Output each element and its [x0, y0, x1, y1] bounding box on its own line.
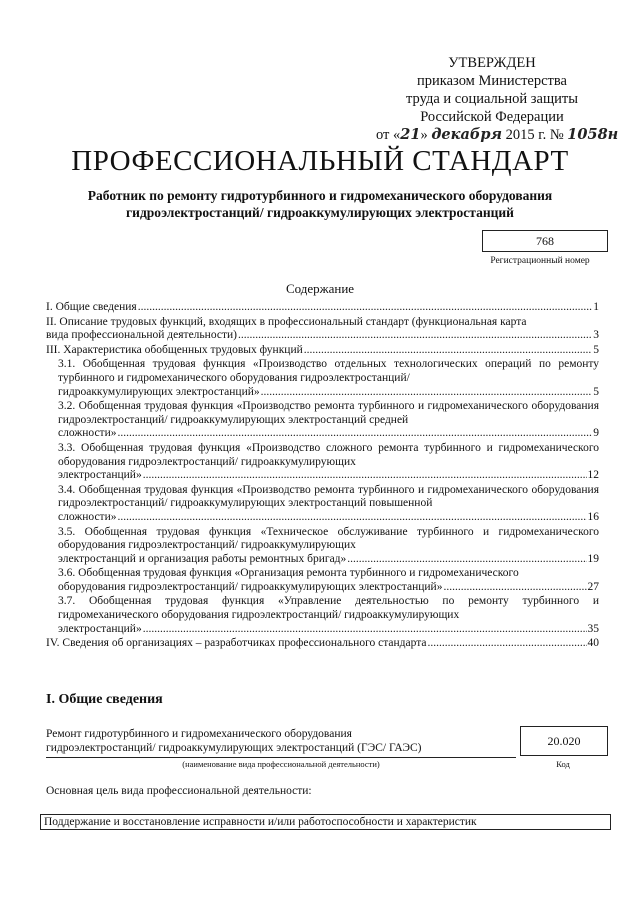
toc-leader-dots	[261, 386, 593, 400]
toc-entry-text: II. Описание трудовых функций, входящих в профессиональный стандарт (функциональная карта	[46, 315, 527, 328]
toc-page-number: 27	[587, 580, 599, 593]
toc-page-number: 5	[593, 343, 599, 356]
approval-line: труда и социальной защиты	[406, 91, 578, 107]
toc-entry-text: III. Характеристика обобщенных трудовых функций	[46, 343, 303, 356]
toc-entry[interactable]	[46, 442, 599, 483]
section-heading: I. Общие сведения	[46, 692, 163, 707]
toc-leader-dots	[138, 301, 593, 315]
goal-box: Поддержание и восстановление исправности и/или работоспособности и характеристик	[40, 814, 611, 830]
toc-entry[interactable]	[46, 301, 599, 315]
toc-page-number: 40	[587, 637, 599, 650]
subtitle-line: Работник по ремонту гидротурбинного и гидромеханического оборудования	[87, 188, 553, 203]
toc-entry[interactable]	[46, 484, 599, 525]
registration-number-box: 768	[482, 230, 608, 252]
activity-underline	[46, 757, 516, 758]
toc-entry[interactable]	[46, 637, 599, 651]
toc-entry-text: гидроаккумулирующих электростанций»	[58, 385, 260, 398]
activity-name-line: Ремонт гидротурбинного и гидромеханического оборудования	[46, 728, 352, 740]
order-number: 1058н	[567, 126, 619, 143]
toc-entry[interactable]	[46, 595, 599, 636]
approval-date-line	[372, 126, 619, 144]
toc-entry-text: электростанций»	[58, 622, 142, 635]
toc-entry-text: сложности»	[58, 510, 117, 523]
date-sep: »	[420, 127, 428, 143]
toc-entry-text: электростанций и организация работы ремонтных бригад»	[58, 552, 347, 565]
standard-subtitle	[40, 187, 600, 221]
registration-number-label: Регистрационный номер	[490, 256, 590, 266]
subtitle-line: гидроэлектростанций/ гидроаккумулирующих электростанций	[126, 205, 514, 220]
toc-leader-dots	[117, 511, 586, 525]
toc-leader-dots	[117, 427, 592, 441]
date-day: 21	[400, 126, 421, 143]
toc-entry-text: 3.5. Обобщенная трудовая функция «Техническое обслуживание турбинного и гидромеханического оборудования гидроэлектростанций/ гидроаккумулирующих	[58, 525, 599, 552]
toc-leader-dots	[143, 623, 587, 637]
toc-entry-text: IV. Сведения об организациях – разработчиках профессионального стандарта	[46, 637, 427, 650]
toc-entry[interactable]	[46, 316, 599, 343]
toc-entry-text: I. Общие сведения	[46, 301, 137, 313]
toc-entry[interactable]	[46, 344, 599, 358]
goal-label: Основная цель вида профессиональной деятельности:	[46, 785, 312, 797]
approval-block	[372, 54, 619, 144]
toc-page-number: 19	[587, 552, 599, 565]
date-year: 2015 г. №	[505, 127, 564, 143]
activity-caption: (наименование вида профессиональной деятельности)	[182, 759, 380, 769]
toc-entry-text: вида профессиональной деятельности)	[46, 329, 237, 342]
toc-entry-text: 3.6. Обобщенная трудовая функция «Организация ремонта турбинного и гидромеханического	[58, 567, 519, 580]
toc-entry-text: электростанций»	[58, 469, 142, 482]
date-prefix: от «	[376, 127, 401, 143]
toc-entry-text: 3.1. Обобщенная трудовая функция «Производство отдельных технологических операций по ремонту турбинного и гидромеханического оборудования гидроэлектростанций/	[58, 358, 599, 384]
toc-page-number: 35	[587, 622, 599, 635]
toc-leader-dots	[304, 344, 592, 358]
activity-name	[46, 727, 486, 755]
toc-page-number: 12	[587, 469, 599, 482]
table-of-contents	[46, 301, 599, 652]
approval-line: приказом Министерства	[417, 73, 567, 89]
toc-entry[interactable]	[46, 526, 599, 567]
activity-code-caption: Код	[556, 759, 570, 769]
toc-page-number: 16	[587, 510, 599, 523]
toc-page-number: 9	[593, 427, 599, 440]
toc-leader-dots	[347, 553, 586, 567]
toc-entry-text: сложности»	[58, 427, 117, 440]
toc-entry-text: 3.3. Обобщенная трудовая функция «Производство сложного ремонта турбинного и гидромеханического оборудования гидроэлектростанций/ гидроаккумулирующих	[58, 441, 599, 468]
toc-heading: Содержание	[285, 281, 355, 296]
date-month: декабря	[431, 126, 503, 143]
toc-entry[interactable]	[46, 567, 599, 594]
toc-page-number: 3	[593, 329, 599, 342]
approval-line: Российской Федерации	[420, 109, 564, 125]
activity-name-line: гидроэлектростанций/ гидроаккумулирующих электростанций (ГЭС/ ГАЭС)	[46, 742, 422, 754]
toc-entry-text: 3.4. Обобщенная трудовая функция «Производство ремонта турбинного и гидромеханического оборудования гидроэлектростанций/ гидроаккумулирующих электростанций повышенной	[58, 483, 599, 510]
page-title: ПРОФЕССИОНАЛЬНЫЙ СТАНДАРТ	[71, 145, 569, 177]
toc-leader-dots	[428, 637, 587, 651]
toc-leader-dots	[443, 581, 586, 595]
toc-entry[interactable]	[46, 358, 599, 399]
approval-title: УТВЕРЖДЕН	[448, 55, 536, 71]
toc-leader-dots	[238, 329, 592, 343]
toc-page-number: 5	[593, 385, 599, 398]
toc-leader-dots	[143, 469, 587, 483]
toc-entry-text: 3.7. Обобщенная трудовая функция «Управление деятельностью по ремонту турбинного и гидромеханического оборудования гидроэлектростанций/ гидроаккумулирующих	[58, 595, 599, 622]
toc-entry[interactable]	[46, 400, 599, 441]
toc-page-number: 1	[593, 301, 599, 313]
activity-code-box: 20.020	[520, 726, 608, 756]
toc-entry-text: 3.2. Обобщенная трудовая функция «Производство ремонта турбинного и гидромеханического оборудования гидроэлектростанций/ гидроаккумулирующих электростанций средней	[58, 400, 599, 426]
toc-entry-text: оборудования гидроэлектростанций/ гидроаккумулирующих электростанций»	[58, 580, 443, 593]
